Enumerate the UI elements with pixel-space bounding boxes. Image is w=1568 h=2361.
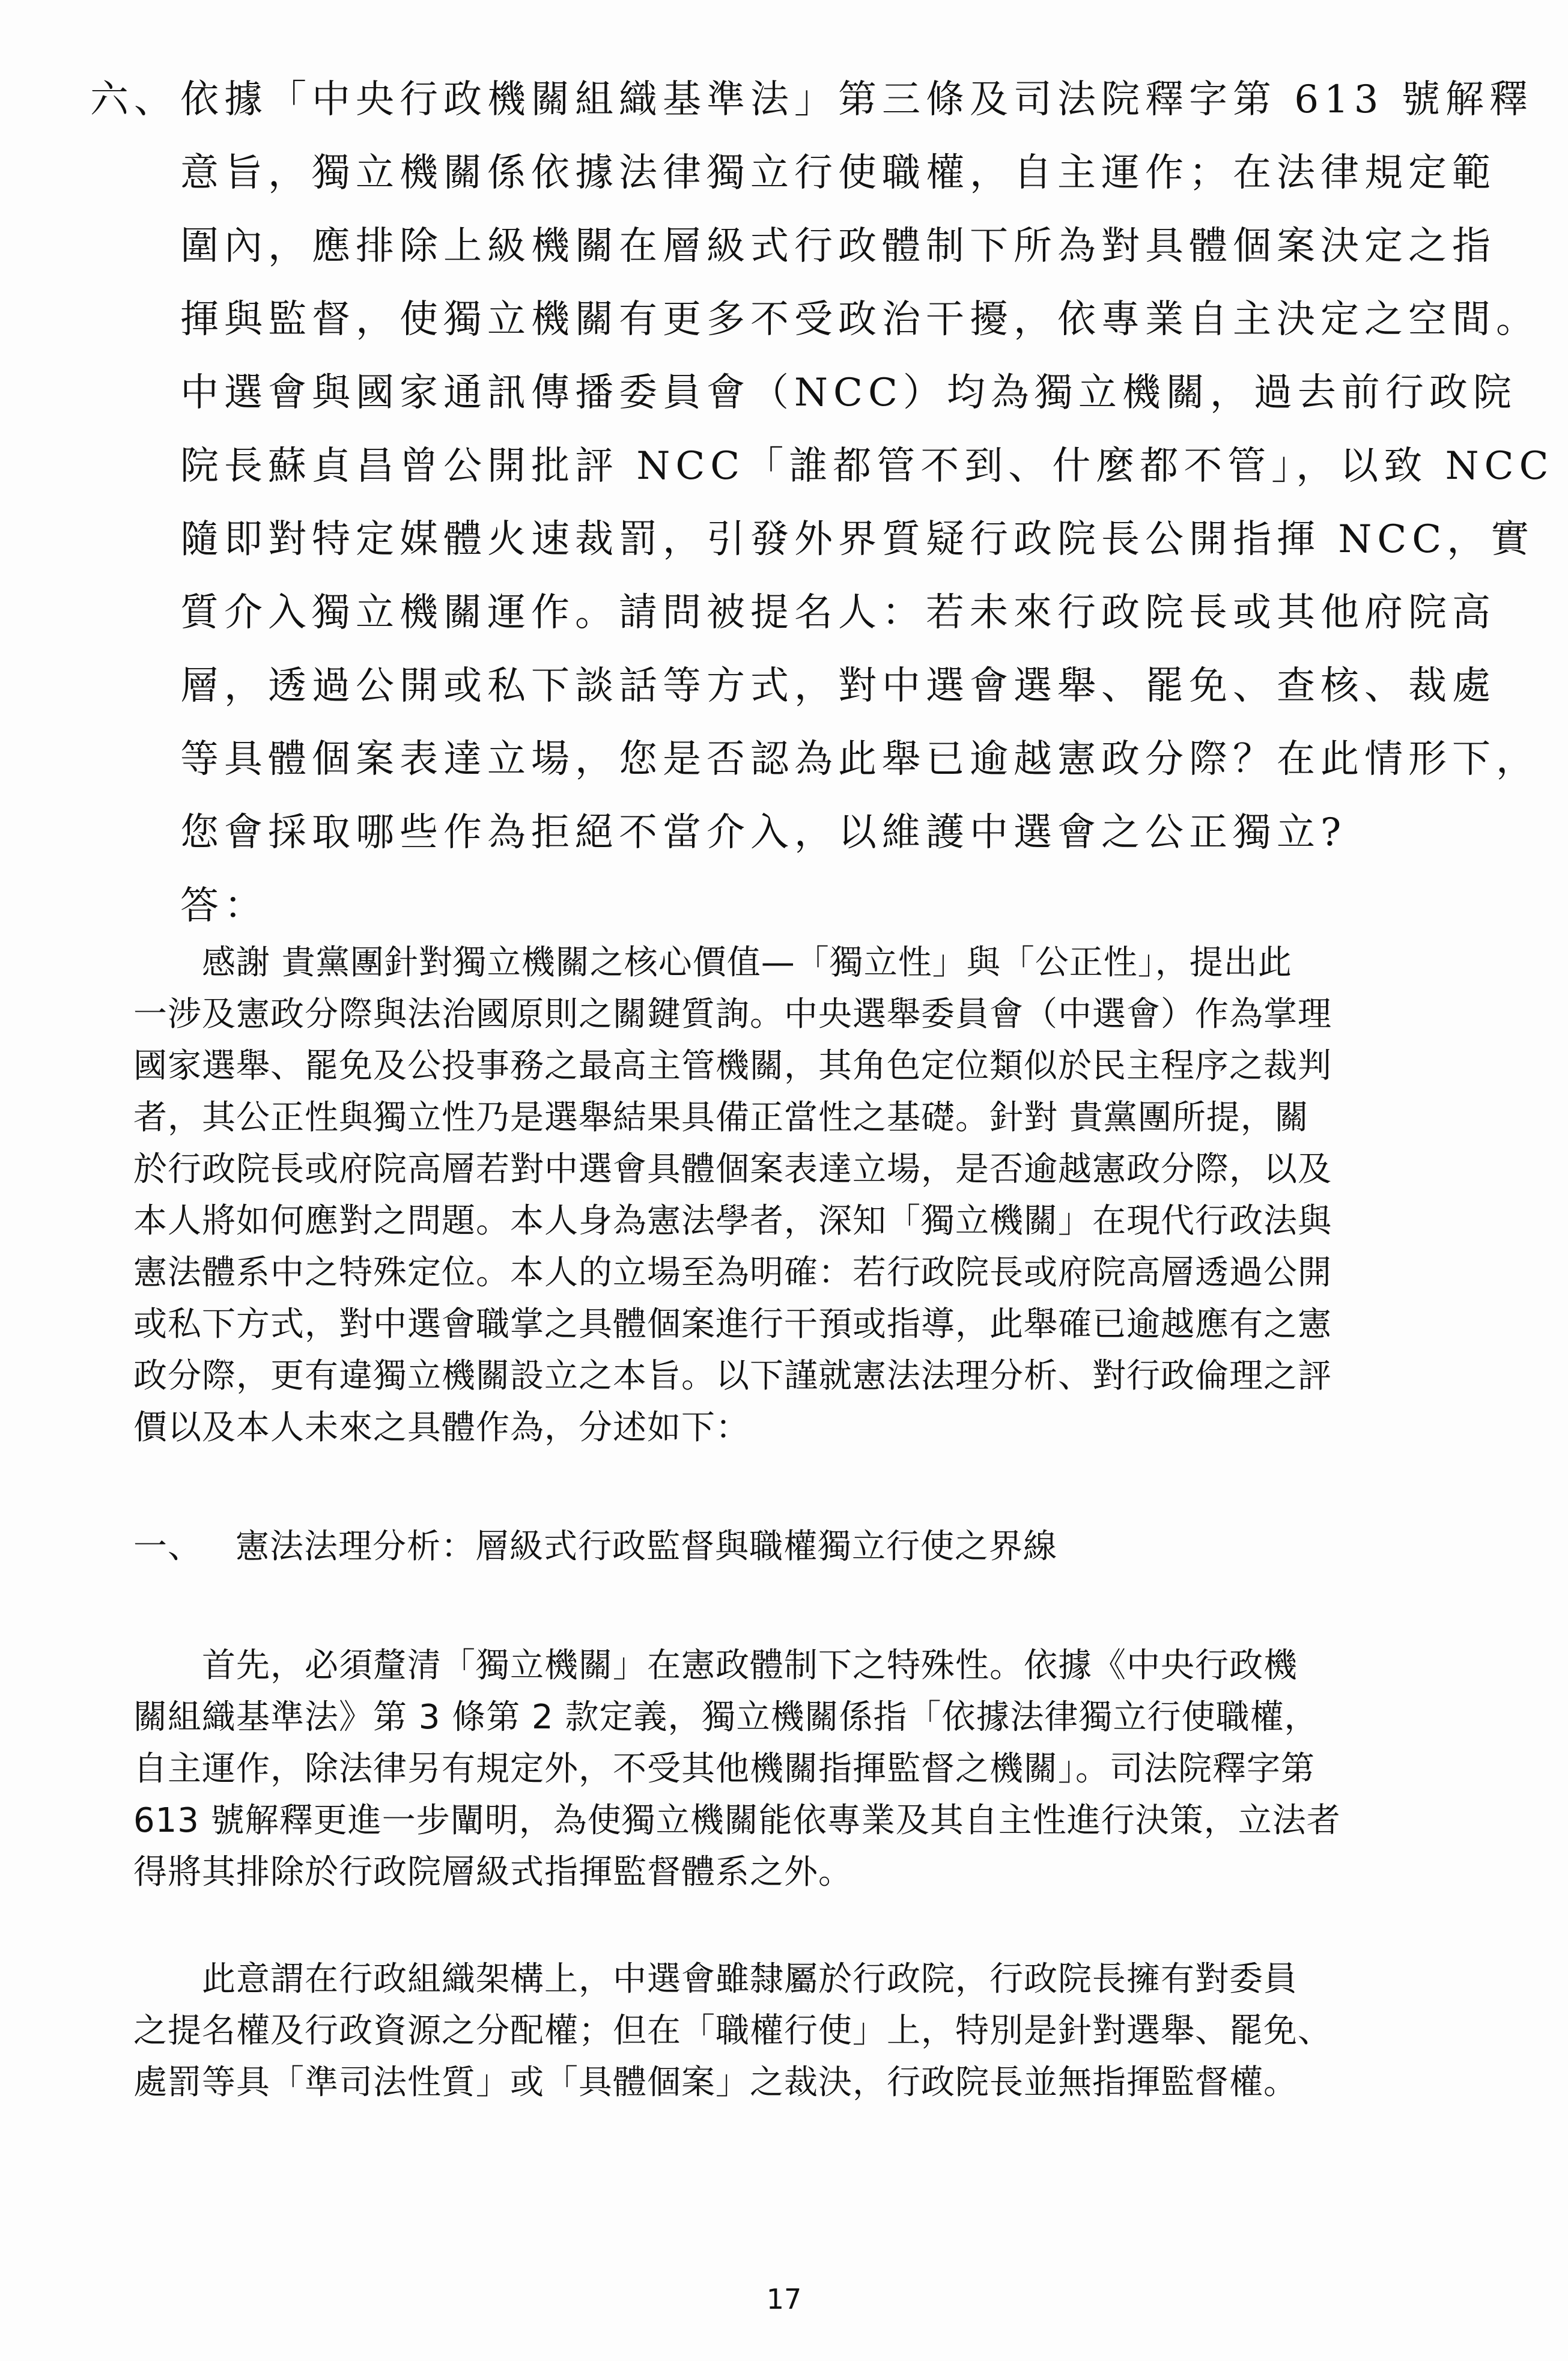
paragraph-line: 感謝 貴黨團針對獨立機關之核心價值—「獨立性」與「公正性」，提出此 [133,943,1292,982]
question-line: 意旨，獨立機關係依據法律獨立行使職權，自主運作；在法律規定範 [180,151,1496,195]
question-line: 等具體個案表達立場，您是否認為此舉已逾越憲政分際？在此情形下， [180,737,1540,782]
question-row [90,283,1540,356]
question-line: 您會採取哪些作為拒絕不當介入，以維護中選會之公正獨立? [180,810,1347,855]
question-line: 層，透過公開或私下談話等方式，對中選會選舉、罷免、查核、裁處 [180,664,1496,708]
question-line: 中選會與國家通訊傳播委員會（NCC）均為獨立機關，過去前行政院 [180,371,1517,415]
section-heading [133,1521,1470,1573]
paragraph-line: 價以及本人未來之具體作為，分述如下： [133,1408,750,1447]
paragraph-line: 處罰等具「準司法性質」或「具體個案」之裁決，行政院長並無指揮監督權。 [133,2063,1298,2102]
question-row [90,430,1554,503]
section-paragraph [133,1954,1470,2109]
question-line: 隨即對特定媒體火速裁罰，引發外界質疑行政院長公開指揮 NCC，實 [180,517,1535,562]
paragraph-line: 憲法體系中之特殊定位。本人的立場至為明確：若行政院長或府院高層透過公開 [133,1253,1332,1292]
paragraph-line: 者，其公正性與獨立性乃是選舉結果具備正當性之基礎。針對 貴黨團所提，關 [133,1098,1309,1137]
question-row [90,723,1540,796]
paragraph-line: 之提名權及行政資源之分配權；但在「職權行使」上，特別是針對選舉、罷免、 [133,2011,1332,2050]
question-number: 六、 [90,77,178,122]
paragraph-line: 得將其排除於行政院層級式指揮監督體系之外。 [133,1853,852,1892]
paragraph-line: 此意謂在行政組織架構上，中選會雖隸屬於行政院，行政院長擁有對委員 [133,1960,1298,1999]
question-block [90,63,1554,943]
paragraph-line: 或私下方式，對中選會職掌之具體個案進行干預或指導，此舉確已逾越應有之憲 [133,1305,1332,1344]
paragraph-line: 613 號解釋更進一步闡明，為使獨立機關能依專業及其自主性進行決策，立法者 [133,1801,1341,1840]
question-row [90,210,1508,283]
question-row [90,503,1535,576]
paragraph-line: 國家選舉、罷免及公投事務之最高主管機關，其角色定位類似於民主程序之裁判 [133,1047,1332,1086]
question-row [90,576,1508,649]
paragraph-line: 首先，必須釐清「獨立機關」在憲政體制下之特殊性。依據《中央行政機 [133,1646,1298,1685]
intro-paragraph [133,937,1470,1454]
section-paragraph [133,1640,1470,1898]
paragraph-line: 於行政院長或府院高層若對中選會具體個案表達立場，是否逾越憲政分際，以及 [133,1150,1332,1189]
section-title: 憲法法理分析：層級式行政監督與職權獨立行使之界線 [236,1527,1057,1566]
question-line: 圍內，應排除上級機關在層級式行政體制下所為對具體個案決定之指 [180,224,1496,269]
paragraph-line: 關組織基準法》第 3 條第 2 款定義，獨立機關係指「依據法律獨立行使職權， [133,1698,1319,1737]
question-row [90,136,1508,210]
question-first-row [90,63,1533,136]
page-number: 17 [766,2283,802,2315]
question-row [90,796,1508,869]
paragraph-line: 自主運作，除法律另有規定外，不受其他機關指揮監督之機關」。司法院釋字第 [133,1749,1315,1788]
question-line: 質介入獨立機關運作。請問被提名人：若未來行政院長或其他府院高 [180,591,1496,635]
paragraph-line: 政分際，更有違獨立機關設立之本旨。以下謹就憲法法理分析、對行政倫理之評 [133,1357,1332,1396]
question-line: 依據「中央行政機關組織基準法」第三條及司法院釋字第 613 號解釋 [180,77,1533,122]
answer-label: 答： [180,884,268,928]
question-line: 院長蘇貞昌曾公開批評 NCC「誰都管不到、什麼都不管」，以致 NCC [180,444,1554,488]
section-number: 一、 [133,1527,202,1566]
paragraph-line: 本人將如何應對之問題。本人身為憲法學者，深知「獨立機關」在現代行政法與 [133,1202,1332,1241]
question-line: 揮與監督，使獨立機關有更多不受政治干擾，依專業自主決定之空間。 [180,297,1540,342]
answer-block [133,937,1470,2109]
question-row [90,356,1517,430]
paragraph-line: 一涉及憲政分際與法治國原則之關鍵質詢。中央選舉委員會（中選會）作為掌理 [133,995,1332,1034]
question-row [90,649,1508,723]
